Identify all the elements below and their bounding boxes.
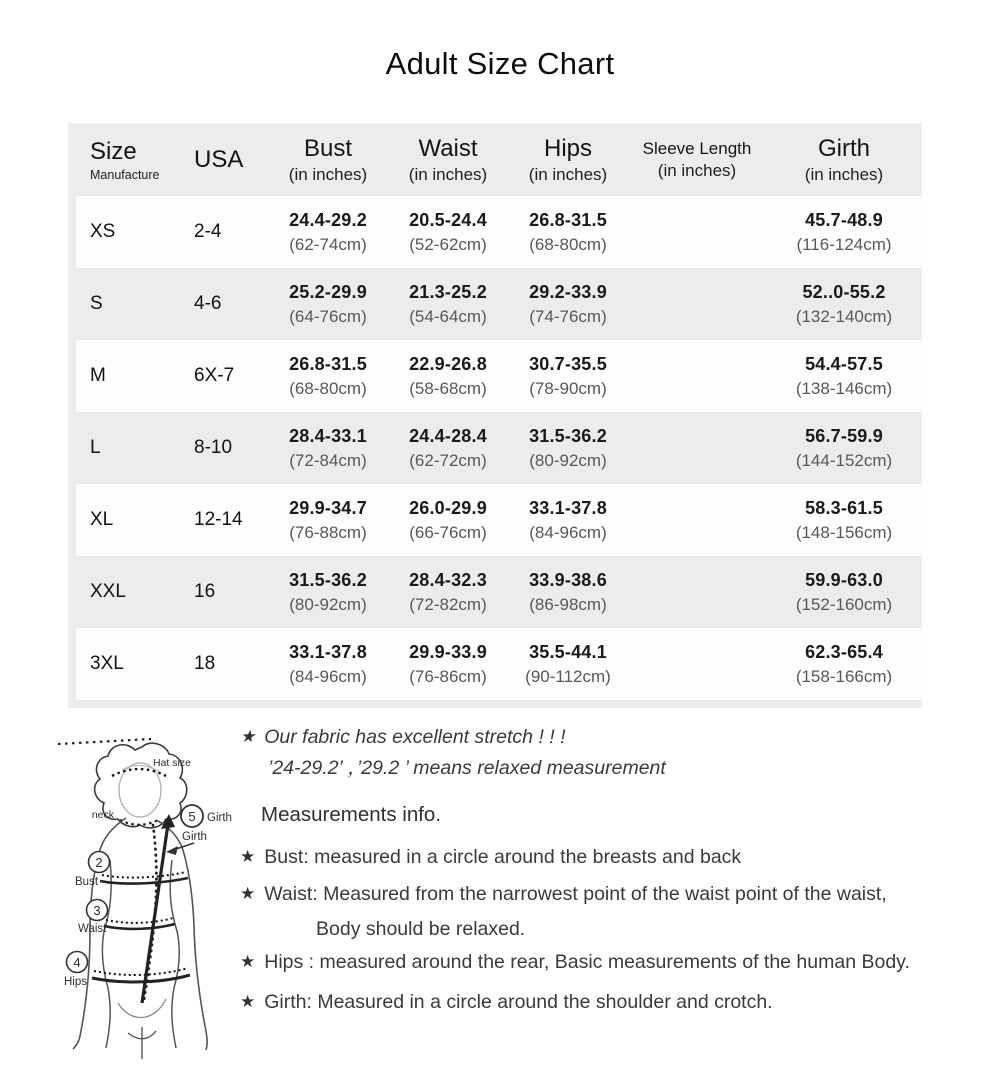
- sleeve-length-cell: [628, 196, 766, 268]
- body-figure-svg: [56, 726, 246, 1060]
- neck-label: neck: [91, 809, 114, 821]
- header-cell-usa: USA: [194, 145, 244, 173]
- size-cell: 3XL: [90, 653, 124, 674]
- table-row: [76, 628, 922, 700]
- girth-cell: 56.7-59.9 (144-152cm): [795, 425, 893, 470]
- waist-cell: 29.9-33.9 (76-86cm): [409, 641, 487, 686]
- hips-note: ★ Hips : measured around the rear, Basic measurements of the human Body.: [240, 951, 910, 973]
- hips-cell: 31.5-36.2 (80-92cm): [529, 425, 607, 470]
- usa-cell: 16: [194, 581, 216, 602]
- bust-measure-line: [100, 878, 188, 884]
- table-row: [76, 196, 922, 268]
- star-icon: ★: [240, 847, 256, 866]
- bust-cell: 25.2-29.9 (64-76cm): [289, 281, 367, 326]
- girth-cell: 59.9-63.0 (152-160cm): [795, 569, 893, 614]
- hat-size-pointer-line: [58, 739, 151, 744]
- sleeve-length-cell: [628, 628, 766, 700]
- sleeve-length-cell: [628, 484, 766, 556]
- size-cell: L: [90, 437, 101, 458]
- size-cell: XS: [90, 221, 116, 242]
- bust-dashed-line: [102, 872, 186, 878]
- usa-cell: 6X-7: [194, 365, 235, 386]
- waist-note-continued: Body should be relaxed.: [316, 918, 526, 940]
- girth-number: 5: [188, 809, 196, 824]
- hips-cell: 26.8-31.5 (68-80cm): [529, 209, 607, 254]
- usa-cell: 18: [194, 653, 216, 674]
- waist-measure-line: [104, 924, 175, 929]
- notes-section: [240, 724, 988, 1016]
- table-row: [76, 340, 922, 412]
- girth-measure-line: [142, 824, 168, 1003]
- girth-cell: 54.4-57.5 (138-146cm): [795, 353, 893, 398]
- page-title: Adult Size Chart: [385, 46, 615, 81]
- star-icon: ★: [240, 884, 256, 903]
- hips-figure-label: Hips: [64, 976, 88, 988]
- bust-cell: 26.8-31.5 (68-80cm): [289, 353, 367, 398]
- size-cell: M: [90, 365, 106, 386]
- header-cell-size: Size Manufacture: [90, 137, 160, 182]
- hips-dashed-line: [94, 968, 188, 975]
- star-icon: ★: [240, 727, 256, 746]
- girth-pointer-arrowhead: [166, 846, 178, 855]
- bust-note: ★ Bust: measured in a circle around the breasts and back: [240, 846, 742, 868]
- bust-cell: 33.1-37.8 (84-96cm): [289, 641, 367, 686]
- hips-cell: 29.2-33.9 (74-76cm): [529, 281, 607, 326]
- table-header-row: [76, 123, 922, 196]
- size-cell: XXL: [90, 581, 126, 602]
- header-cell-girth: Girth (in inches): [804, 134, 884, 184]
- girth-cell: 45.7-48.9 (116-124cm): [796, 209, 892, 254]
- waist-note: ★ Waist: Measured from the narrowest point of the waist point of the waist,: [240, 883, 887, 905]
- bust-cell: 29.9-34.7 (76-88cm): [289, 497, 367, 542]
- waist-cell: 22.9-26.8 (58-68cm): [409, 353, 487, 398]
- girth-note: ★ Girth: Measured in a circle around the shoulder and crotch.: [240, 991, 773, 1013]
- girth-figure-label: Girth: [207, 812, 232, 824]
- star-icon: ★: [240, 992, 256, 1011]
- waist-figure-label: Waist: [78, 923, 107, 935]
- table-row: [76, 556, 922, 628]
- hat-size-label: Hat size: [153, 757, 191, 769]
- header-cell-hips: Hips (in inches): [528, 134, 608, 184]
- table-row: [76, 484, 922, 556]
- bust-number: 2: [95, 855, 103, 870]
- girth-figure-label-2: Girth: [182, 831, 207, 843]
- usa-cell: 4-6: [194, 293, 222, 314]
- girth-cell: 62.3-65.4 (158-166cm): [795, 641, 893, 686]
- header-cell-bust: Bust (in inches): [288, 134, 368, 184]
- size-cell: S: [90, 293, 103, 314]
- relaxed-note: ’24-29.2’ ，’29.2 ’ means relaxed measurement: [268, 757, 666, 779]
- waist-cell: 21.3-25.2 (54-64cm): [409, 281, 487, 326]
- waist-dashed-line: [106, 918, 173, 923]
- torso-left-outline: [102, 860, 111, 1048]
- measurements-info-heading: Measurements info.: [261, 803, 442, 826]
- size-chart-table: [68, 123, 922, 708]
- bust-figure-label: Bust: [75, 876, 99, 888]
- bust-cell: 31.5-36.2 (80-92cm): [289, 569, 367, 614]
- sleeve-length-cell: [628, 268, 766, 340]
- girth-cell: 52..0-55.2 (132-140cm): [795, 281, 893, 326]
- size-cell: XL: [90, 509, 114, 530]
- sleeve-length-cell: [628, 340, 766, 412]
- header-cell-waist: Waist (in inches): [408, 134, 488, 184]
- hips-cell: 35.5-44.1 (90-112cm): [525, 641, 611, 686]
- hips-number: 4: [73, 955, 81, 970]
- table-row: [76, 412, 922, 484]
- usa-cell: 12-14: [194, 509, 243, 530]
- table-body: [76, 196, 922, 700]
- body-measurement-figure: [56, 726, 246, 1060]
- sleeve-length-cell: [628, 556, 766, 628]
- bust-cell: 28.4-33.1 (72-84cm): [289, 425, 367, 470]
- bust-cell: 24.4-29.2 (62-74cm): [289, 209, 367, 254]
- torso-right-outline: [170, 860, 179, 1048]
- fabric-note: ★ Our fabric has excellent stretch ! ! !: [240, 726, 566, 748]
- header-cell-sleeve-length: Sleeve Length (in inches): [642, 138, 752, 180]
- waist-number: 3: [93, 903, 101, 918]
- girth-cell: 58.3-61.5 (148-156cm): [795, 497, 893, 542]
- waist-cell: 24.4-28.4 (62-72cm): [409, 425, 487, 470]
- sleeve-length-cell: [628, 412, 766, 484]
- table-row: [76, 268, 922, 340]
- waist-cell: 28.4-32.3 (72-82cm): [409, 569, 487, 614]
- hips-cell: 33.1-37.8 (84-96cm): [529, 497, 607, 542]
- waist-cell: 26.0-29.9 (66-76cm): [409, 497, 487, 542]
- usa-cell: 2-4: [194, 221, 222, 242]
- star-icon: ★: [240, 952, 256, 971]
- usa-cell: 8-10: [194, 437, 233, 458]
- hips-cell: 33.9-38.6 (86-98cm): [529, 569, 607, 614]
- waist-cell: 20.5-24.4 (52-62cm): [409, 209, 487, 254]
- hips-cell: 30.7-35.5 (78-90cm): [529, 353, 607, 398]
